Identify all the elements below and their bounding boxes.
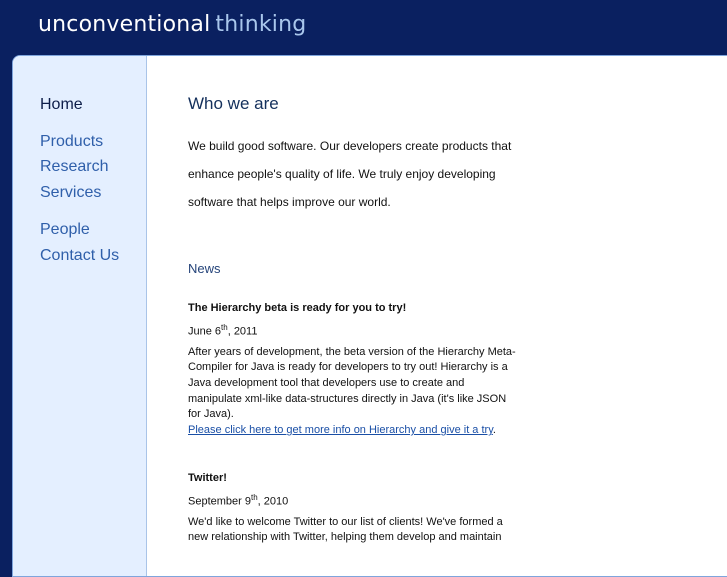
news-item [188, 301, 518, 439]
sidebar-nav [13, 56, 147, 576]
nav-services[interactable]: Services [40, 184, 102, 201]
logo-word-thinking: thinking [215, 12, 307, 37]
news-item-title: The Hierarchy beta is ready for you to try! [188, 302, 407, 314]
news-item-body [188, 345, 518, 439]
intro-paragraph: We build good software. Our developers create products that enhance people's quality of life. We truly enjoy developing software that helps improve our world. [188, 139, 512, 209]
nav-products[interactable]: Products [40, 133, 104, 150]
page-title: Who we are [188, 94, 279, 113]
news-item-body: We'd like to welcome Twitter to our list of clients! We've formed a new relationship with Twitter, helping them develop and maintain [188, 515, 503, 544]
date-suffix: th [221, 323, 228, 332]
news-item-date [188, 491, 518, 509]
date-year: , 2011 [227, 325, 258, 338]
nav-contact-us[interactable]: Contact Us [40, 247, 120, 264]
news-item-text: After years of development, the beta version of the Hierarchy Meta-Compiler for Java is ready for developers to try out! Hierarchy is a Java development tool that developers use to create and manipulate xml-like data-structures directly in Java (it's like JSON for Java). [188, 345, 516, 421]
date-text: June 6 [188, 325, 222, 338]
content-frame [12, 55, 727, 577]
hierarchy-info-link[interactable]: Please click here to get more info on Hierarchy and give it a try [188, 424, 493, 437]
site-logo[interactable] [38, 12, 306, 37]
news-item [188, 471, 518, 546]
nav-research[interactable]: Research [40, 158, 109, 175]
nav-people[interactable]: People [40, 221, 90, 238]
news-heading: News [188, 261, 221, 276]
date-text: September 9 [188, 495, 251, 508]
news-item-date [188, 321, 518, 339]
date-suffix: th [250, 493, 258, 502]
news-item-title: Twitter! [188, 472, 227, 484]
link-trailing-period: . [492, 424, 496, 437]
logo-word-unconventional: unconventional [38, 12, 211, 37]
date-year: , 2010 [257, 495, 289, 508]
nav-home[interactable]: Home [40, 96, 83, 113]
